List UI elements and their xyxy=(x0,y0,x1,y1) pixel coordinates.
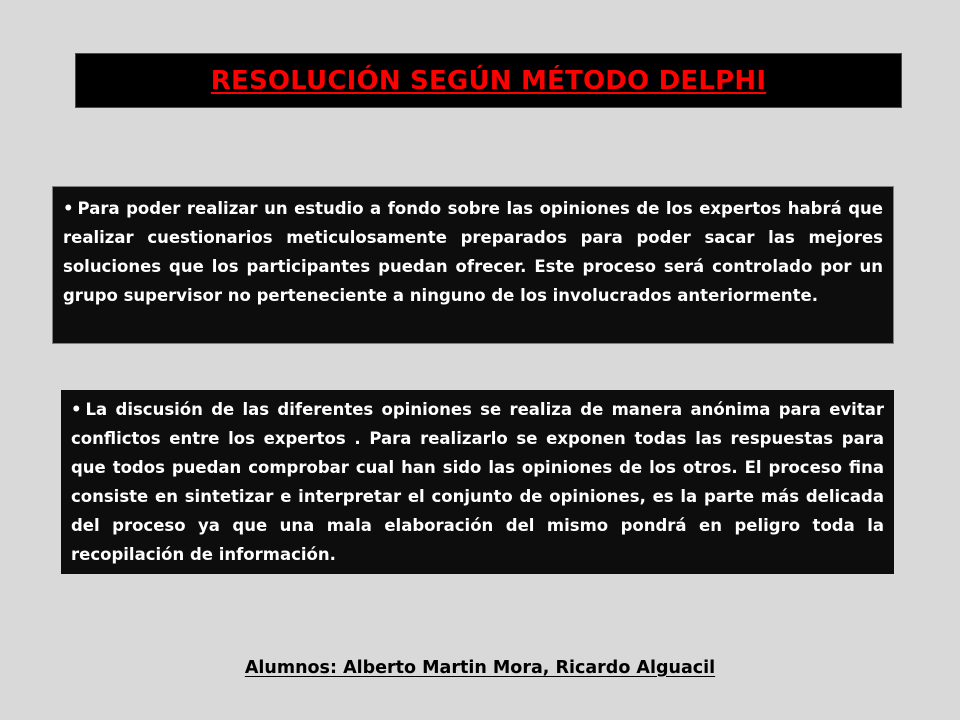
title-banner xyxy=(75,53,902,108)
bullet-icon: • xyxy=(63,199,74,218)
slide-title: RESOLUCIÓN SEGÚN MÉTODO DELPHI xyxy=(210,65,767,96)
paragraph-box-1 xyxy=(52,186,894,344)
bullet-icon: • xyxy=(71,400,82,419)
paragraph-box-2 xyxy=(61,390,894,574)
paragraph-1-text: Para poder realizar un estudio a fondo sobre las opiniones de los expertos habrá que realizar cuestionarios meticulosamente preparados para poder sacar las mejores soluciones que los participantes puedan ofrecer. Este proceso será controlado por un grupo supervisor no perteneciente a ninguno de los involucrados anteriormente. xyxy=(63,199,883,305)
paragraph-2-text: La discusión de las diferentes opiniones se realiza de manera anónima para evitar conflictos entre los expertos . Para realizarlo se exponen todas las respuestas para que todos puedan comprobar cual han sido las opiniones de los otros. El proceso fina consiste en sintetizar e interpretar el conjunto de opiniones, es la parte más delicada del proceso ya que una mala elaboración del mismo pondrá en peligro toda la recopilación de información. xyxy=(71,400,884,564)
authors-footer: Alumnos: Alberto Martin Mora, Ricardo Alguacil xyxy=(244,658,716,678)
